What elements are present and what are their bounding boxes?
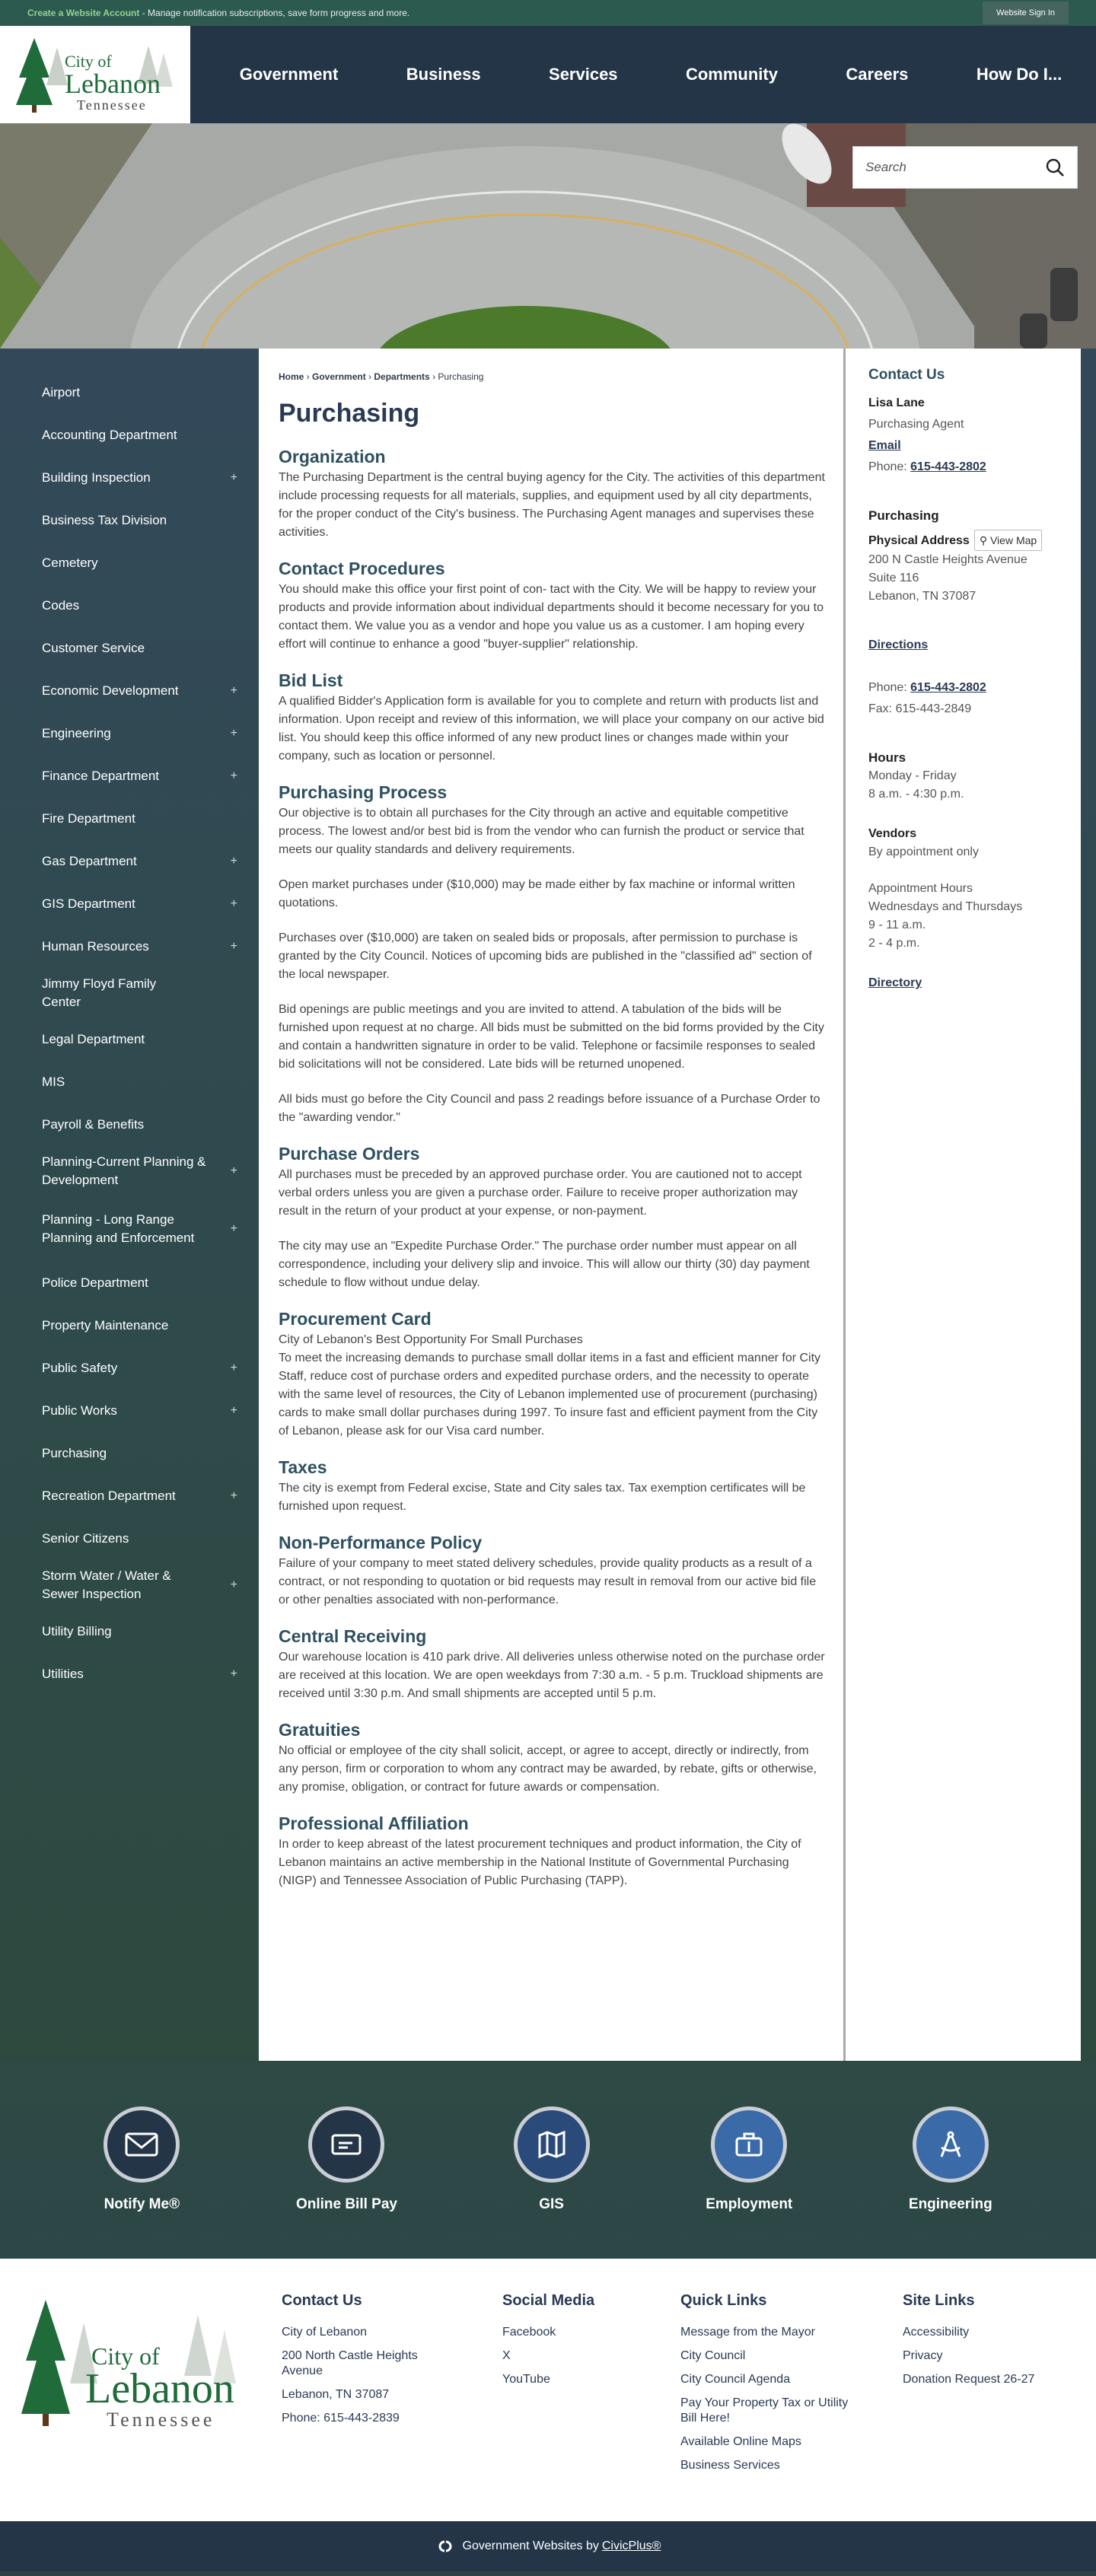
section-text: Purchases over ($10,000) are taken on sealed bids or proposals, after permission to purchase is granted by the City Council. Notices of upcoming bids are published in the "classified ad" section of the local newspaper. (279, 931, 812, 981)
sidebar-item-business-tax[interactable] (0, 499, 259, 542)
sidebar-item-label: Business Tax Division (42, 513, 167, 527)
sidebar-item-label: MIS (42, 1075, 65, 1089)
sidebar-item-police[interactable] (0, 1262, 259, 1304)
nav-how-do-i[interactable]: How Do I... (976, 65, 1063, 84)
sidebar-item-label: Public Safety (42, 1361, 118, 1375)
footer-link-accessibility[interactable]: Accessibility (903, 2326, 970, 2339)
bottom-prefix: Government Websites by (462, 2539, 599, 2552)
sidebar-item-label: Codes (42, 598, 80, 613)
sidebar-item-utilities[interactable] (0, 1653, 259, 1696)
sidebar-item-utility-billing[interactable] (0, 1610, 259, 1653)
sidebar-item-human-resources[interactable] (0, 925, 259, 968)
contact-phone-link[interactable]: 615-443-2802 (910, 460, 986, 473)
civicplus-icon (435, 2540, 455, 2552)
account-promo-text: - Manage notification subscriptions, save form progress and more. (139, 8, 410, 18)
expand-icon[interactable]: + (230, 1164, 237, 1177)
expand-icon[interactable]: + (230, 471, 237, 484)
section-text: Failure of your company to meet stated delivery schedules, provide quality products as a result of a contract, or not responding to quotation or bid requests may result in removal from our active bid file or other penalties associated with non-performance. (279, 1557, 817, 1606)
sidebar-item-customer-service[interactable] (0, 627, 259, 670)
breadcrumb-home[interactable]: Home (279, 371, 304, 382)
section-organization (279, 447, 825, 542)
sidebar-item-senior-citizens[interactable] (0, 1517, 259, 1560)
sidebar-item-label: Recreation Department (42, 1489, 176, 1503)
logo-name: Lebanon (65, 68, 161, 99)
sidebar-item-cemetery[interactable] (0, 542, 259, 584)
section-text: All purchases must be preceded by an approved purchase order. You are cautioned not to accept verbal orders unless you are given a purchase order. Failure to receive proper authorization may result in the return of your product at your expense, or non-payment. (279, 1168, 802, 1218)
section-professional-affiliation (279, 1813, 825, 1890)
contact-title: Purchasing Agent (868, 418, 964, 431)
bottom-bar (0, 2521, 1096, 2571)
sidebar-item-jimmy-floyd[interactable] (0, 968, 259, 1018)
section-text: Our warehouse location is 410 park drive. All deliveries unless otherwise noted on the purchase order are received at this location. We are open weekdays from 7:30 a.m. - 5 p.m. Truckload shipments are received until 3:30 p.m. And small shipments are accepted until 5 p.m. (279, 1651, 825, 1700)
map-icon (537, 2129, 567, 2160)
sidebar-item-accounting[interactable] (0, 414, 259, 457)
footer-link-facebook[interactable]: Facebook (502, 2326, 556, 2339)
footer-contact-org: City of Lebanon (282, 2326, 368, 2339)
briefcase-icon (734, 2131, 764, 2158)
sidebar-item-economic-development[interactable] (0, 670, 259, 712)
quicklink-label: Engineering (908, 2196, 992, 2212)
quicklink-circle[interactable] (104, 2106, 180, 2183)
quicklink-engineering[interactable] (909, 2106, 992, 2213)
contact-email-link[interactable]: Email (868, 439, 901, 452)
department-name: Purchasing (868, 508, 939, 523)
section-text: Open market purchases under ($10,000) may be made either by fax machine or informal written quotations. (279, 878, 795, 909)
breadcrumb (279, 371, 825, 382)
main-content (259, 349, 843, 2061)
footer-contact (282, 2292, 502, 2521)
sign-in-button[interactable]: Website Sign In (983, 2, 1069, 24)
nav-community[interactable]: Community (685, 65, 778, 84)
sidebar-item-label: Utility Billing (42, 1624, 112, 1638)
sidebar-item-recreation[interactable] (0, 1475, 259, 1517)
breadcrumb-departments[interactable]: Departments (374, 371, 430, 382)
hero-banner (0, 123, 1096, 349)
quicklink-gis[interactable] (514, 2106, 590, 2213)
directory-link[interactable]: Directory (868, 976, 922, 989)
compass-icon (935, 2129, 966, 2160)
expand-icon[interactable]: + (230, 855, 237, 868)
footer-link-business-services[interactable]: Business Services (680, 2459, 780, 2472)
quicklink-label: Employment (706, 2196, 793, 2212)
sidebar-item-label: Economic Development (42, 683, 179, 698)
sidebar-item-airport[interactable] (0, 371, 259, 414)
section-heading: Procurement Card (279, 1309, 432, 1329)
quicklink-employment[interactable] (706, 2106, 792, 2213)
nav-services[interactable]: Services (549, 65, 618, 84)
expand-icon[interactable]: + (230, 1361, 237, 1374)
logo-state: Tennessee (77, 97, 147, 113)
nav-government[interactable]: Government (239, 65, 339, 84)
sidebar-item-label: Property Maintenance (42, 1318, 169, 1333)
phone-label: Phone: (868, 460, 911, 473)
footer-link-pay-tax[interactable]: Pay Your Property Tax or Utility Bill Here! (680, 2396, 849, 2425)
section-gratuities (279, 1720, 825, 1797)
footer-heading: Social Media (502, 2292, 595, 2309)
site-footer (0, 2259, 1096, 2521)
phone-label: Phone: (868, 681, 911, 694)
section-heading: Non-Performance Policy (279, 1533, 483, 1552)
section-purchase-orders (279, 1144, 825, 1292)
city-logo[interactable] (0, 26, 190, 123)
footer-logo-city-of: City of (91, 2342, 160, 2370)
quicklink-circle[interactable] (711, 2106, 787, 2183)
footer-contact-address: 200 North Castle Heights Avenue (282, 2349, 418, 2377)
sidebar-item-label: Human Resources (42, 939, 149, 954)
section-text: The city is exempt from Federal excise, State and City sales tax. Tax exemption certificates will be furnished upon request. (279, 1482, 806, 1513)
footer-link-online-maps[interactable]: Available Online Maps (680, 2435, 801, 2448)
page-title: Purchasing (279, 399, 420, 428)
footer-logo-name: Lebanon (85, 2365, 234, 2412)
sidebar-item-engineering[interactable] (0, 712, 259, 755)
sidebar-nav (0, 349, 259, 1696)
hours-heading: Hours (868, 750, 906, 765)
sidebar-item-gas[interactable] (0, 840, 259, 883)
department-phone-link[interactable]: 615-443-2802 (910, 681, 986, 694)
sidebar-item-label: Fire Department (42, 811, 135, 826)
footer-link-x[interactable]: X (502, 2349, 511, 2362)
quicklink-label: Online Bill Pay (295, 2196, 397, 2212)
sidebar-item-building-inspection[interactable] (0, 457, 259, 499)
footer-link-mayor[interactable]: Message from the Mayor (680, 2326, 815, 2339)
quicklink-notify-me[interactable] (104, 2106, 180, 2213)
quick-links-band (0, 2061, 1096, 2259)
section-heading: Bid List (279, 670, 343, 690)
expand-icon[interactable]: + (230, 769, 237, 782)
logo-city-of: City of (65, 52, 112, 71)
sidebar-item-fire[interactable] (0, 798, 259, 840)
expand-icon[interactable]: + (230, 1667, 237, 1680)
account-promo (27, 8, 409, 18)
section-purchasing-process (279, 782, 825, 1127)
section-heading: Central Receiving (279, 1626, 427, 1646)
section-heading: Purchasing Process (279, 782, 448, 802)
sidebar-item-label: Police Department (42, 1275, 148, 1290)
sidebar-item-legal[interactable] (0, 1018, 259, 1061)
section-text: No official or employee of the city shall solicit, accept, or agree to accept, directly or indirectly, from any person, firm or corporation to whom any contract may be awarded, by rebate, gifts or otherwise, any promise, obligation, or contract for future awards or compensation. (279, 1744, 817, 1794)
section-non-performance (279, 1533, 825, 1610)
logo-tree-icon (11, 32, 179, 117)
sidebar-item-label: Legal Department (42, 1032, 145, 1046)
appointment-days: Wednesdays and Thursdays (868, 900, 1023, 913)
hours-days: Monday - Friday (868, 769, 957, 782)
section-text: All bids must go before the City Council and pass 2 readings before issuance of a Purchase Order to the "awarding vendor." (279, 1093, 820, 1124)
footer-social (502, 2292, 680, 2521)
address-line-1: 200 N Castle Heights Avenue (868, 553, 1028, 566)
nav-careers[interactable]: Careers (846, 65, 909, 84)
section-heading: Purchase Orders (279, 1144, 420, 1164)
contact-sidebar (843, 349, 1081, 2061)
create-account-link[interactable]: Create a Website Account (27, 8, 140, 18)
search-icon[interactable] (1045, 158, 1065, 177)
sidebar-item-label: Jimmy Floyd Family Center (42, 976, 157, 1009)
sidebar-item-label: Payroll & Benefits (42, 1117, 145, 1132)
contact-name: Lisa Lane (868, 396, 925, 409)
sidebar-item-label: Building Inspection (42, 470, 151, 485)
expand-icon[interactable]: + (230, 727, 237, 740)
quicklink-circle[interactable] (913, 2106, 989, 2183)
main-nav (190, 26, 1096, 123)
quicklink-circle[interactable] (308, 2106, 384, 2183)
sidebar-item-label: Storm Water / Water & Sewer Inspection (42, 1568, 171, 1601)
sidebar-item-label: Public Works (42, 1403, 117, 1418)
address-line-2: Suite 116 (868, 572, 919, 584)
appointment-time-1: 9 - 11 a.m. (868, 919, 926, 931)
expand-icon[interactable]: + (230, 684, 237, 697)
search-box[interactable] (852, 146, 1078, 189)
section-bid-list (279, 670, 825, 766)
footer-heading: Site Links (903, 2292, 975, 2309)
appointment-heading: Appointment Hours (868, 882, 973, 895)
footer-contact-phone: Phone: 615-443-2839 (282, 2412, 400, 2425)
sidebar-item-public-works[interactable] (0, 1390, 259, 1432)
sidebar-item-label: Engineering (42, 726, 111, 740)
section-central-receiving (279, 1626, 825, 1703)
physical-address-label: Physical Address (868, 534, 970, 547)
section-text: In order to keep abreast of the latest procurement techniques and product information, the City of Lebanon maintains an active membership in the National Institute of Governmental Purchasing (NIGP) and Tennessee Association of Public Purchasing (TAPP). (279, 1838, 801, 1887)
vendors-heading: Vendors (868, 827, 917, 840)
footer-link-donation[interactable]: Donation Request 26-27 (903, 2373, 1035, 2386)
expand-icon[interactable]: + (230, 1489, 237, 1502)
footer-site-links (903, 2292, 1078, 2521)
footer-link-city-council[interactable]: City Council (680, 2349, 746, 2362)
footer-link-council-agenda[interactable]: City Council Agenda (680, 2373, 791, 2386)
sidebar-item-property-maintenance[interactable] (0, 1304, 259, 1347)
directions-link[interactable]: Directions (868, 638, 929, 651)
credit-card-icon (330, 2132, 363, 2157)
nav-business[interactable]: Business (406, 65, 481, 84)
expand-icon[interactable]: + (230, 897, 237, 910)
sidebar-item-gis[interactable] (0, 883, 259, 925)
footer-link-youtube[interactable]: YouTube (502, 2373, 550, 2386)
sidebar-item-payroll[interactable] (0, 1103, 259, 1146)
section-procurement-card (279, 1309, 825, 1441)
quicklink-label: GIS (539, 2196, 564, 2212)
quicklink-online-bill-pay[interactable] (296, 2106, 397, 2213)
hours-times: 8 a.m. - 4:30 p.m. (868, 788, 964, 801)
quicklink-label: Notify Me® (104, 2196, 180, 2212)
section-taxes (279, 1457, 825, 1516)
contact-heading: Contact Us (868, 367, 945, 383)
quicklink-circle[interactable] (514, 2106, 590, 2183)
footer-link-privacy[interactable]: Privacy (903, 2349, 943, 2362)
sidebar-item-label: Planning-Current Planning & Development (42, 1154, 206, 1187)
section-heading: Gratuities (279, 1720, 361, 1740)
sidebar-item-label: Utilities (42, 1667, 84, 1681)
top-bar (0, 0, 1096, 26)
sidebar-item-planning-current[interactable] (0, 1146, 259, 1196)
section-heading: Professional Affiliation (279, 1813, 469, 1833)
footer-logo[interactable] (15, 2292, 282, 2521)
sidebar-item-label: Planning - Long Range Planning and Enforcement (42, 1212, 195, 1245)
section-text: Our objective is to obtain all purchases for the City through an active and equitable competitive process. The lowest and/or best bid is from the vendor who can furnish the product or service that meets our quality standards and delivery requirements. (279, 807, 804, 856)
view-map-label: View Map (989, 534, 1037, 546)
fax-number: Fax: 615-443-2849 (868, 702, 972, 715)
expand-icon[interactable]: + (230, 1578, 237, 1591)
vendors-text: By appointment only (868, 845, 979, 858)
section-text: City of Lebanon's Best Opportunity For Small Purchases To meet the increasing demands to purchase small dollar items in a fast and efficient manner for City Staff, reduce cost of purchase orders and expedited purchase orders, and the necessity to operate with the same level of resources, the City of Lebanon implemented use of procurement (purchasing) cards to make small dollar purchases during 1997. To insure fast and efficient payment from the City of Lebanon, please ask for our Visa card number. (279, 1333, 821, 1438)
section-text: The Purchasing Department is the central buying agency for the City. The activities of this department include processing requests for all materials, supplies, and equipment used by all city departments, for the proper conduct of the City's business. The Purchasing Agent manages and supervises these activities. (279, 471, 825, 539)
sidebar-item-codes[interactable] (0, 584, 259, 627)
footer-logo-tree-icon (15, 2292, 244, 2437)
section-text: Bid openings are public meetings and you are invited to attend. A tabulation of the bids will be furnished upon request at no charge. All bids must be submitted on the bid forms provided by the City and contain a handwritten signature in order to be valid. Telephone or facsimile responses to sealed bid solicitations will not be considered. Late bids will be returned unopened. (279, 1003, 824, 1071)
sidebar-item-label: Senior Citizens (42, 1531, 129, 1546)
sidebar-item-planning-long-range[interactable] (0, 1196, 259, 1262)
search-input[interactable]: Search (865, 160, 906, 174)
sidebar-item-storm-water[interactable] (0, 1560, 259, 1610)
sidebar-item-label: Purchasing (42, 1446, 107, 1460)
breadcrumb-separator: › (304, 371, 313, 382)
breadcrumb-current: Purchasing (438, 371, 484, 382)
breadcrumb-separator: › (429, 371, 438, 382)
address-line-3: Lebanon, TN 37087 (868, 590, 977, 603)
sidebar-item-mis[interactable] (0, 1061, 259, 1103)
section-contact-procedures (279, 559, 825, 654)
footer-heading: Quick Links (680, 2292, 767, 2309)
footer-quick-links (680, 2292, 903, 2521)
map-pin-icon: ⚲ (979, 534, 988, 546)
expand-icon[interactable]: + (230, 1222, 237, 1235)
sidebar-item-purchasing[interactable] (0, 1432, 259, 1475)
breadcrumb-government[interactable]: Government (312, 371, 366, 382)
section-text: You should make this office your first point of con- tact with the City. We will be happy to review your products and provide information about individual departments should it become necessary for you to contact them. We value you as a vendor and hope you value us as a customer. I am hoping every effort will continue to enhance a good "buyer-supplier" relationship. (279, 583, 824, 651)
section-heading: Taxes (279, 1457, 327, 1477)
site-header (0, 26, 1096, 123)
sidebar-item-label: Customer Service (42, 641, 145, 655)
sidebar-item-label: Accounting Department (42, 428, 177, 442)
breadcrumb-separator: › (365, 371, 374, 382)
sidebar-item-label: Finance Department (42, 769, 160, 783)
sidebar-item-label: Gas Department (42, 854, 137, 868)
content-area (0, 349, 1096, 2061)
footer-heading: Contact Us (282, 2292, 362, 2309)
sidebar-item-label: Cemetery (42, 556, 98, 570)
envelope-icon (125, 2132, 158, 2157)
footer-logo-state: Tennessee (107, 2409, 215, 2431)
section-heading: Contact Procedures (279, 559, 445, 578)
section-text: The city may use an "Expedite Purchase Order." The purchase order number must appear on all correspondence, including your delivery slip and invoice. This will allow our thirty (30) day payment schedule to flow without undue delay. (279, 1240, 810, 1289)
footer-contact-city: Lebanon, TN 37087 (282, 2388, 390, 2401)
view-map-button[interactable] (974, 530, 1042, 551)
section-text: A qualified Bidder's Application form is available for you to complete and return with products list and information. Upon receipt and review of this information, we will place your company on our active bid list. You should keep this office informed of any new product lines or changes made within your company, such as location or personnel. (279, 695, 824, 763)
expand-icon[interactable]: + (230, 940, 237, 953)
sidebar-item-finance[interactable] (0, 755, 259, 798)
civicplus-link[interactable]: CivicPlus® (601, 2539, 661, 2552)
sidebar-item-public-safety[interactable] (0, 1347, 259, 1390)
sidebar-item-label: Airport (42, 385, 81, 400)
appointment-time-2: 2 - 4 p.m. (868, 937, 920, 950)
sidebar-item-label: GIS Department (42, 896, 135, 911)
expand-icon[interactable]: + (230, 1404, 237, 1417)
section-heading: Organization (279, 447, 386, 466)
